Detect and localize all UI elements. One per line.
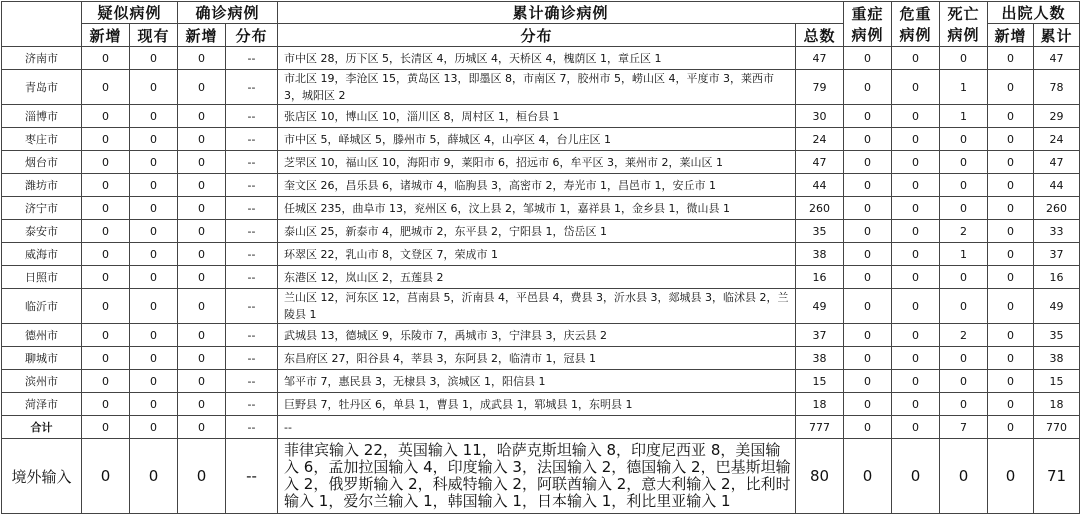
suspected-current: 0	[130, 243, 178, 266]
confirmed-distribution: --	[226, 220, 278, 243]
confirmed-distribution: --	[226, 439, 278, 514]
table-row	[2, 266, 1080, 289]
header-discharged: 出院人数	[988, 2, 1080, 24]
cumulative-distribution: 市中区 5，峄城区 5，滕州市 5，薛城区 4，山亭区 4，台儿庄区 1	[278, 128, 796, 151]
death-count: 0	[940, 289, 988, 324]
discharged-cumulative: 47	[1034, 151, 1080, 174]
city-name: 临沂市	[2, 289, 82, 324]
city-name: 淄博市	[2, 105, 82, 128]
suspected-new: 0	[82, 47, 130, 70]
header-suspected: 疑似病例	[82, 2, 178, 24]
discharged-cumulative: 33	[1034, 220, 1080, 243]
suspected-current: 0	[130, 105, 178, 128]
severe-count: 0	[844, 243, 892, 266]
suspected-new: 0	[82, 439, 130, 514]
confirmed-new: 0	[178, 243, 226, 266]
confirmed-distribution: --	[226, 70, 278, 105]
discharged-cumulative: 770	[1034, 416, 1080, 439]
header-suspected-current: 现有	[130, 24, 178, 47]
cumulative-distribution: 环翠区 22，乳山市 8，文登区 7，荣成市 1	[278, 243, 796, 266]
discharged-new: 0	[988, 243, 1034, 266]
city-name: 枣庄市	[2, 128, 82, 151]
severe-count: 0	[844, 174, 892, 197]
discharged-new: 0	[988, 324, 1034, 347]
confirmed-distribution: --	[226, 47, 278, 70]
death-count: 2	[940, 220, 988, 243]
cumulative-distribution: 市中区 28，历下区 5，长清区 4，历城区 4，天桥区 4，槐荫区 1，章丘区 1	[278, 47, 796, 70]
discharged-new: 0	[988, 197, 1034, 220]
severe-count: 0	[844, 416, 892, 439]
discharged-cumulative: 260	[1034, 197, 1080, 220]
confirmed-new: 0	[178, 197, 226, 220]
severe-count: 0	[844, 128, 892, 151]
severe-count: 0	[844, 289, 892, 324]
suspected-new: 0	[82, 347, 130, 370]
severe-count: 0	[844, 197, 892, 220]
suspected-new: 0	[82, 289, 130, 324]
city-name: 济宁市	[2, 197, 82, 220]
cumulative-distribution: 武城县 13，德城区 9，乐陵市 7，禹城市 3，宁津县 3，庆云县 2	[278, 324, 796, 347]
header-cumulative-distribution: 分布	[278, 24, 796, 47]
suspected-current: 0	[130, 128, 178, 151]
cumulative-total: 47	[796, 151, 844, 174]
cumulative-distribution: 菲律宾输入 22，英国输入 11，哈萨克斯坦输入 8，印度尼西亚 8，美国输入 6，孟加拉国输入 4，印度输入 3，法国输入 2，德国输入 2，巴基斯坦输入 2，俄罗斯输入 2，科威特输入 2，阿联酋输入 2，意大利输入 2，比利时输入 1，爱尔兰输入 1，韩国输入 1，日本输入 1，利比里亚输入 1	[278, 439, 796, 514]
severe-count: 0	[844, 70, 892, 105]
suspected-current: 0	[130, 174, 178, 197]
confirmed-new: 0	[178, 393, 226, 416]
severe-count: 0	[844, 370, 892, 393]
table-row	[2, 370, 1080, 393]
header-confirmed: 确诊病例	[178, 2, 278, 24]
cumulative-distribution: 张店区 10，博山区 10，淄川区 8，周村区 1，桓台县 1	[278, 105, 796, 128]
confirmed-new: 0	[178, 266, 226, 289]
table-row	[2, 243, 1080, 266]
header-discharged-new: 新增	[988, 24, 1034, 47]
header-discharged-cumulative: 累计	[1034, 24, 1080, 47]
critical-count: 0	[892, 416, 940, 439]
table-row	[2, 70, 1080, 105]
city-name: 境外输入	[2, 439, 82, 514]
severe-count: 0	[844, 393, 892, 416]
city-name: 威海市	[2, 243, 82, 266]
confirmed-distribution: --	[226, 128, 278, 151]
cumulative-total: 80	[796, 439, 844, 514]
header-cumulative-total: 总数	[796, 24, 844, 47]
cumulative-distribution: 东港区 12，岚山区 2，五莲县 2	[278, 266, 796, 289]
discharged-cumulative: 47	[1034, 47, 1080, 70]
suspected-current: 0	[130, 289, 178, 324]
confirmed-distribution: --	[226, 105, 278, 128]
header-suspected-new: 新增	[82, 24, 130, 47]
severe-count: 0	[844, 324, 892, 347]
severe-count: 0	[844, 220, 892, 243]
table-row	[2, 289, 1080, 324]
confirmed-new: 0	[178, 128, 226, 151]
table-row	[2, 197, 1080, 220]
severe-count: 0	[844, 347, 892, 370]
suspected-new: 0	[82, 197, 130, 220]
discharged-new: 0	[988, 70, 1034, 105]
suspected-current: 0	[130, 370, 178, 393]
confirmed-new: 0	[178, 47, 226, 70]
critical-count: 0	[892, 105, 940, 128]
critical-count: 0	[892, 70, 940, 105]
death-count: 0	[940, 47, 988, 70]
confirmed-new: 0	[178, 151, 226, 174]
death-count: 0	[940, 370, 988, 393]
critical-count: 0	[892, 439, 940, 514]
confirmed-distribution: --	[226, 174, 278, 197]
discharged-new: 0	[988, 220, 1034, 243]
confirmed-distribution: --	[226, 197, 278, 220]
header-confirmed-new: 新增	[178, 24, 226, 47]
city-name: 聊城市	[2, 347, 82, 370]
cumulative-distribution: 泰山区 25，新泰市 4，肥城市 2，东平县 2，宁阳县 1，岱岳区 1	[278, 220, 796, 243]
confirmed-new: 0	[178, 439, 226, 514]
suspected-new: 0	[82, 151, 130, 174]
confirmed-distribution: --	[226, 324, 278, 347]
suspected-current: 0	[130, 347, 178, 370]
death-count: 1	[940, 70, 988, 105]
death-count: 1	[940, 105, 988, 128]
discharged-new: 0	[988, 151, 1034, 174]
death-count: 0	[940, 266, 988, 289]
cumulative-distribution: 市北区 19，李沧区 15，黄岛区 13，即墨区 8，市南区 7，胶州市 5，崂山区 4，平度市 3，莱西市 3，城阳区 2	[278, 70, 796, 105]
table-row	[2, 151, 1080, 174]
cumulative-total: 15	[796, 370, 844, 393]
suspected-current: 0	[130, 393, 178, 416]
suspected-current: 0	[130, 324, 178, 347]
header-critical: 危重病例	[892, 2, 940, 47]
header-cumulative: 累计确诊病例	[278, 2, 844, 24]
confirmed-distribution: --	[226, 416, 278, 439]
confirmed-new: 0	[178, 370, 226, 393]
total-row	[2, 416, 1080, 439]
critical-count: 0	[892, 174, 940, 197]
suspected-new: 0	[82, 70, 130, 105]
confirmed-distribution: --	[226, 347, 278, 370]
suspected-new: 0	[82, 243, 130, 266]
death-count: 0	[940, 128, 988, 151]
cumulative-total: 18	[796, 393, 844, 416]
suspected-new: 0	[82, 370, 130, 393]
imported-cases-row	[2, 439, 1080, 514]
confirmed-new: 0	[178, 347, 226, 370]
discharged-new: 0	[988, 370, 1034, 393]
header-severe: 重症病例	[844, 2, 892, 47]
table-row	[2, 105, 1080, 128]
table-row	[2, 220, 1080, 243]
suspected-current: 0	[130, 220, 178, 243]
cumulative-distribution: 巨野县 7，牡丹区 6，单县 1，曹县 1，成武县 1，郓城县 1，东明县 1	[278, 393, 796, 416]
city-name: 青岛市	[2, 70, 82, 105]
discharged-cumulative: 15	[1034, 370, 1080, 393]
cumulative-distribution: 兰山区 12，河东区 12，莒南县 5，沂南县 4，平邑县 4，费县 3，沂水县 3，郯城县 3，临沭县 2，兰陵县 1	[278, 289, 796, 324]
critical-count: 0	[892, 289, 940, 324]
table-row	[2, 47, 1080, 70]
cumulative-distribution: --	[278, 416, 796, 439]
cumulative-total: 47	[796, 47, 844, 70]
header-confirmed-distribution: 分布	[226, 24, 278, 47]
critical-count: 0	[892, 151, 940, 174]
confirmed-new: 0	[178, 220, 226, 243]
confirmed-new: 0	[178, 70, 226, 105]
critical-count: 0	[892, 197, 940, 220]
suspected-current: 0	[130, 70, 178, 105]
cumulative-total: 37	[796, 324, 844, 347]
critical-count: 0	[892, 243, 940, 266]
table-row	[2, 174, 1080, 197]
severe-count: 0	[844, 105, 892, 128]
discharged-new: 0	[988, 128, 1034, 151]
discharged-cumulative: 29	[1034, 105, 1080, 128]
death-count: 0	[940, 174, 988, 197]
city-name: 烟台市	[2, 151, 82, 174]
suspected-current: 0	[130, 47, 178, 70]
suspected-new: 0	[82, 393, 130, 416]
severe-count: 0	[844, 151, 892, 174]
header-city-blank	[2, 2, 82, 47]
table-row	[2, 393, 1080, 416]
suspected-new: 0	[82, 266, 130, 289]
death-count: 0	[940, 439, 988, 514]
suspected-new: 0	[82, 174, 130, 197]
discharged-new: 0	[988, 174, 1034, 197]
confirmed-distribution: --	[226, 243, 278, 266]
cumulative-total: 30	[796, 105, 844, 128]
suspected-current: 0	[130, 197, 178, 220]
critical-count: 0	[892, 266, 940, 289]
table-row	[2, 128, 1080, 151]
table-body	[2, 47, 1080, 514]
cumulative-distribution: 邹平市 7，惠民县 3，无棣县 3，滨城区 1，阳信县 1	[278, 370, 796, 393]
city-name: 德州市	[2, 324, 82, 347]
city-name: 泰安市	[2, 220, 82, 243]
cumulative-distribution: 任城区 235，曲阜市 13，兖州区 6，汶上县 2，邹城市 1，嘉祥县 1，金乡县 1，微山县 1	[278, 197, 796, 220]
suspected-new: 0	[82, 220, 130, 243]
discharged-new: 0	[988, 289, 1034, 324]
city-name: 潍坊市	[2, 174, 82, 197]
discharged-cumulative: 38	[1034, 347, 1080, 370]
discharged-new: 0	[988, 105, 1034, 128]
cumulative-total: 38	[796, 243, 844, 266]
city-name: 日照市	[2, 266, 82, 289]
confirmed-distribution: --	[226, 393, 278, 416]
death-count: 1	[940, 243, 988, 266]
confirmed-new: 0	[178, 174, 226, 197]
cumulative-total: 260	[796, 197, 844, 220]
cumulative-total: 49	[796, 289, 844, 324]
death-count: 0	[940, 347, 988, 370]
critical-count: 0	[892, 393, 940, 416]
discharged-new: 0	[988, 416, 1034, 439]
discharged-cumulative: 37	[1034, 243, 1080, 266]
suspected-current: 0	[130, 439, 178, 514]
confirmed-new: 0	[178, 289, 226, 324]
discharged-cumulative: 24	[1034, 128, 1080, 151]
cumulative-total: 35	[796, 220, 844, 243]
critical-count: 0	[892, 128, 940, 151]
cumulative-total: 44	[796, 174, 844, 197]
table-row	[2, 347, 1080, 370]
table-row	[2, 324, 1080, 347]
death-count: 0	[940, 197, 988, 220]
suspected-current: 0	[130, 416, 178, 439]
discharged-cumulative: 16	[1034, 266, 1080, 289]
discharged-cumulative: 78	[1034, 70, 1080, 105]
city-name: 滨州市	[2, 370, 82, 393]
death-count: 7	[940, 416, 988, 439]
discharged-cumulative: 71	[1034, 439, 1080, 514]
cumulative-distribution: 芝罘区 10，福山区 10，海阳市 9，莱阳市 6，招远市 6，牟平区 3，莱州市 2，莱山区 1	[278, 151, 796, 174]
critical-count: 0	[892, 324, 940, 347]
suspected-new: 0	[82, 105, 130, 128]
discharged-new: 0	[988, 347, 1034, 370]
suspected-new: 0	[82, 324, 130, 347]
confirmed-new: 0	[178, 324, 226, 347]
covid-statistics-table	[1, 1, 1080, 514]
confirmed-new: 0	[178, 105, 226, 128]
cumulative-distribution: 东昌府区 27，阳谷县 4，莘县 3，东阿县 2，临清市 1，冠县 1	[278, 347, 796, 370]
suspected-current: 0	[130, 266, 178, 289]
discharged-new: 0	[988, 266, 1034, 289]
critical-count: 0	[892, 220, 940, 243]
cumulative-total: 38	[796, 347, 844, 370]
discharged-cumulative: 35	[1034, 324, 1080, 347]
header-deaths: 死亡病例	[940, 2, 988, 47]
discharged-new: 0	[988, 393, 1034, 416]
cumulative-total: 777	[796, 416, 844, 439]
discharged-cumulative: 18	[1034, 393, 1080, 416]
city-name: 济南市	[2, 47, 82, 70]
suspected-new: 0	[82, 416, 130, 439]
city-name: 菏泽市	[2, 393, 82, 416]
death-count: 0	[940, 151, 988, 174]
cumulative-total: 24	[796, 128, 844, 151]
discharged-new: 0	[988, 47, 1034, 70]
severe-count: 0	[844, 266, 892, 289]
confirmed-distribution: --	[226, 266, 278, 289]
confirmed-distribution: --	[226, 370, 278, 393]
discharged-new: 0	[988, 439, 1034, 514]
critical-count: 0	[892, 47, 940, 70]
confirmed-new: 0	[178, 416, 226, 439]
death-count: 0	[940, 393, 988, 416]
suspected-current: 0	[130, 151, 178, 174]
suspected-new: 0	[82, 128, 130, 151]
cumulative-total: 16	[796, 266, 844, 289]
critical-count: 0	[892, 370, 940, 393]
discharged-cumulative: 44	[1034, 174, 1080, 197]
cumulative-total: 79	[796, 70, 844, 105]
discharged-cumulative: 49	[1034, 289, 1080, 324]
cumulative-distribution: 奎文区 26，昌乐县 6，诸城市 4，临朐县 3，高密市 2，寿光市 1，昌邑市 1，安丘市 1	[278, 174, 796, 197]
confirmed-distribution: --	[226, 289, 278, 324]
confirmed-distribution: --	[226, 151, 278, 174]
death-count: 2	[940, 324, 988, 347]
severe-count: 0	[844, 439, 892, 514]
city-name: 合计	[2, 416, 82, 439]
critical-count: 0	[892, 347, 940, 370]
severe-count: 0	[844, 47, 892, 70]
